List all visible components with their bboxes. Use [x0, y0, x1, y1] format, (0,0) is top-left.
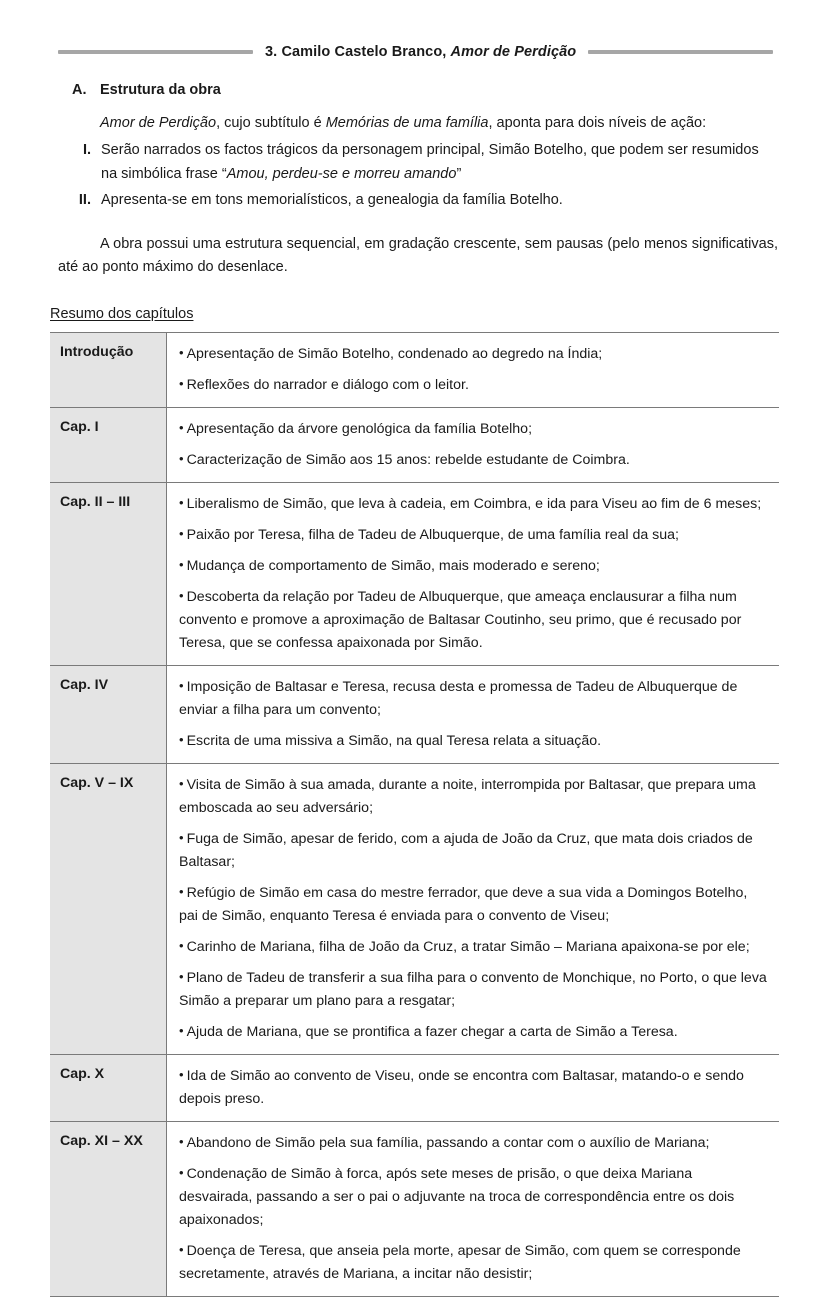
- summary-bullet: [179, 373, 769, 397]
- table-row: [50, 665, 779, 763]
- summary-bullet: [179, 1239, 769, 1286]
- summary-heading: Resumo dos capítulos: [50, 305, 194, 322]
- table-row: [50, 407, 779, 482]
- bullet-dot-icon: •: [179, 1022, 184, 1038]
- header-rule-right: [588, 50, 773, 54]
- list-item: [58, 189, 778, 212]
- table-row: [50, 1054, 779, 1121]
- chapter-summary-cell: [167, 763, 780, 1054]
- bullet-dot-icon: •: [179, 494, 184, 510]
- summary-bullet-text: Plano de Tadeu de transferir a sua filha para o convento de Monchique, no Porto, o que leva Simão a preparar um plano para a resgatar;: [179, 969, 767, 1009]
- chapter-summary-cell: [167, 665, 780, 763]
- table-row: [50, 482, 779, 665]
- summary-bullet-text: Liberalismo de Simão, que leva à cadeia, em Coimbra, e ida para Viseu ao fim de 6 meses;: [186, 495, 762, 512]
- summary-bullet: [179, 675, 769, 722]
- bullet-dot-icon: •: [179, 375, 184, 391]
- chapter-label-cell: Cap. I: [50, 407, 167, 482]
- chapter-summary-cell: [167, 407, 780, 482]
- summary-bullet: [179, 448, 769, 472]
- summary-bullet: [179, 1064, 769, 1111]
- summary-bullet-text: Imposição de Baltasar e Teresa, recusa desta e promessa de Tadeu de Albuquerque de enviar a filha para um convento;: [179, 678, 738, 718]
- summary-bullet: [179, 492, 769, 516]
- summary-bullet: [179, 1162, 769, 1232]
- chapter-label-cell: Introdução: [50, 332, 167, 407]
- summary-bullet: [179, 827, 769, 874]
- bullet-dot-icon: •: [179, 1164, 184, 1180]
- summary-bullet: [179, 966, 769, 1013]
- bullet-dot-icon: •: [179, 883, 184, 899]
- chapter-summary-cell: [167, 332, 780, 407]
- summary-bullet: [179, 773, 769, 820]
- bullet-dot-icon: •: [179, 775, 184, 791]
- chapter-label-cell: Cap. II – III: [50, 482, 167, 665]
- document-header: [0, 0, 828, 60]
- bullet-dot-icon: •: [179, 525, 184, 541]
- summary-bullet-text: Abandono de Simão pela sua família, passando a contar com o auxílio de Mariana;: [186, 1134, 710, 1151]
- bullet-dot-icon: •: [179, 419, 184, 435]
- summary-bullet: [179, 554, 769, 578]
- summary-bullet-text: Refúgio de Simão em casa do mestre ferrador, que deve a sua vida a Domingos Botelho, pai de Simão, enquanto Teresa é enviada para o convento de Viseu;: [179, 884, 748, 924]
- table-body: [50, 332, 779, 1296]
- list-item-quote: Amou, perdeu-se e morreu amando: [226, 165, 457, 182]
- intro-subtitle: Memórias de uma família: [325, 115, 489, 131]
- summary-bullet-text: Descoberta da relação por Tadeu de Albuquerque, que ameaça enclausurar a filha num convento e promove a aproximação de Baltasar Coutinho, seu primo, que é recusado por Teresa, que se confessa apaixonada por Simão.: [179, 588, 742, 651]
- title-work: Amor de Perdição: [450, 44, 577, 60]
- bullet-dot-icon: •: [179, 677, 184, 693]
- bullet-dot-icon: •: [179, 829, 184, 845]
- chapter-label-cell: Cap. X: [50, 1054, 167, 1121]
- table-row: [50, 1121, 779, 1296]
- header-rule-left: [58, 50, 253, 54]
- summary-bullet-text: Condenação de Simão à forca, após sete meses de prisão, o que deixa Mariana desvairada, passando a ser o pai o adjuvante na troca de correspondência entre os dois apaixonados;: [179, 1165, 735, 1228]
- title-author: Camilo Castelo Branco,: [281, 44, 447, 60]
- section-heading-estrutura: [0, 82, 828, 98]
- table-row: [50, 763, 779, 1054]
- summary-bullet: [179, 1020, 769, 1044]
- summary-bullet: [179, 729, 769, 753]
- chapter-label-cell: Cap. IV: [50, 665, 167, 763]
- intro-tail: , aponta para dois níveis de ação:: [488, 115, 707, 131]
- section-marker: A.: [72, 82, 87, 98]
- summary-bullet-text: Apresentação de Simão Botelho, condenado ao degredo na Índia;: [186, 345, 603, 362]
- list-item-text: Apresenta-se em tons memorialísticos, a genealogia da família Botelho.: [101, 192, 563, 209]
- list-item-numeral: II.: [78, 192, 91, 209]
- summary-bullet-text: Visita de Simão à sua amada, durante a noite, interrompida por Baltasar, que prepara uma emboscada ao seu adversário;: [179, 776, 756, 816]
- summary-bullet-text: Carinho de Mariana, filha de João da Cruz, a tratar Simão – Mariana apaixona-se por ele;: [186, 938, 750, 955]
- chapter-label-cell: Cap. V – IX: [50, 763, 167, 1054]
- bullet-dot-icon: •: [179, 1066, 184, 1082]
- bullet-dot-icon: •: [179, 556, 184, 572]
- list-item-text-after: ”: [456, 165, 462, 182]
- summary-bullet: [179, 1131, 769, 1155]
- table-row: [50, 332, 779, 407]
- summary-bullet: [179, 935, 769, 959]
- summary-bullet: [179, 417, 769, 441]
- bullet-dot-icon: •: [179, 344, 184, 360]
- summary-bullet-text: Ida de Simão ao convento de Viseu, onde se encontra com Baltasar, matando-o e sendo depois preso.: [179, 1067, 744, 1107]
- chapter-summary-table: [50, 332, 779, 1297]
- title-number: 3.: [265, 44, 278, 60]
- summary-bullet-text: Paixão por Teresa, filha de Tadeu de Albuquerque, de uma família real da sua;: [186, 526, 679, 543]
- summary-bullet-text: Ajuda de Mariana, que se prontifica a fazer chegar a carta de Simão a Teresa.: [186, 1023, 678, 1040]
- summary-bullet: [179, 342, 769, 366]
- summary-bullet-text: Escrita de uma missiva a Simão, na qual Teresa relata a situação.: [186, 732, 602, 749]
- bullet-dot-icon: •: [179, 450, 184, 466]
- summary-bullet-text: Caracterização de Simão aos 15 anos: rebelde estudante de Coimbra.: [186, 451, 630, 468]
- chapter-summary-cell: [167, 1054, 780, 1121]
- summary-bullet-text: Fuga de Simão, apesar de ferido, com a ajuda de João da Cruz, que mata dois criados de Baltasar;: [179, 830, 753, 870]
- levels-list: [0, 139, 828, 212]
- summary-bullet-text: Reflexões do narrador e diálogo com o leitor.: [186, 376, 469, 393]
- list-item-text: Serão narrados os factos trágicos da personagem principal, Simão Botelho, que podem ser resumidos na simbólica frase “: [101, 142, 759, 182]
- list-item: [58, 139, 778, 186]
- section-label: Estrutura da obra: [100, 82, 221, 98]
- chapter-summary-cell: [167, 1121, 780, 1296]
- intro-paragraph: [0, 112, 828, 135]
- bullet-dot-icon: •: [179, 1133, 184, 1149]
- summary-bullet-text: Doença de Teresa, que anseia pela morte, apesar de Simão, com quem se corresponde secretamente, através de Mariana, a incitar não desistir;: [179, 1242, 741, 1282]
- summary-bullet: [179, 585, 769, 655]
- bullet-dot-icon: •: [179, 937, 184, 953]
- bullet-dot-icon: •: [179, 1241, 184, 1257]
- bullet-dot-icon: •: [179, 731, 184, 747]
- summary-bullet: [179, 523, 769, 547]
- intro-mid: , cujo subtítulo é: [216, 115, 326, 131]
- summary-bullet-text: Apresentação da árvore genológica da família Botelho;: [186, 420, 533, 437]
- bullet-dot-icon: •: [179, 968, 184, 984]
- chapter-summary-cell: [167, 482, 780, 665]
- structure-paragraph: A obra possui uma estrutura sequencial, em gradação crescente, sem pausas (pelo menos significativas, até ao ponto máximo do desenlace.: [58, 235, 778, 276]
- summary-bullet: [179, 881, 769, 928]
- summary-bullet-text: Mudança de comportamento de Simão, mais moderado e sereno;: [186, 557, 600, 574]
- intro-work-title: Amor de Perdição: [100, 115, 217, 131]
- bullet-dot-icon: •: [179, 587, 184, 603]
- page-title: [265, 44, 576, 60]
- chapter-label-cell: Cap. XI – XX: [50, 1121, 167, 1296]
- list-item-numeral: I.: [82, 142, 91, 159]
